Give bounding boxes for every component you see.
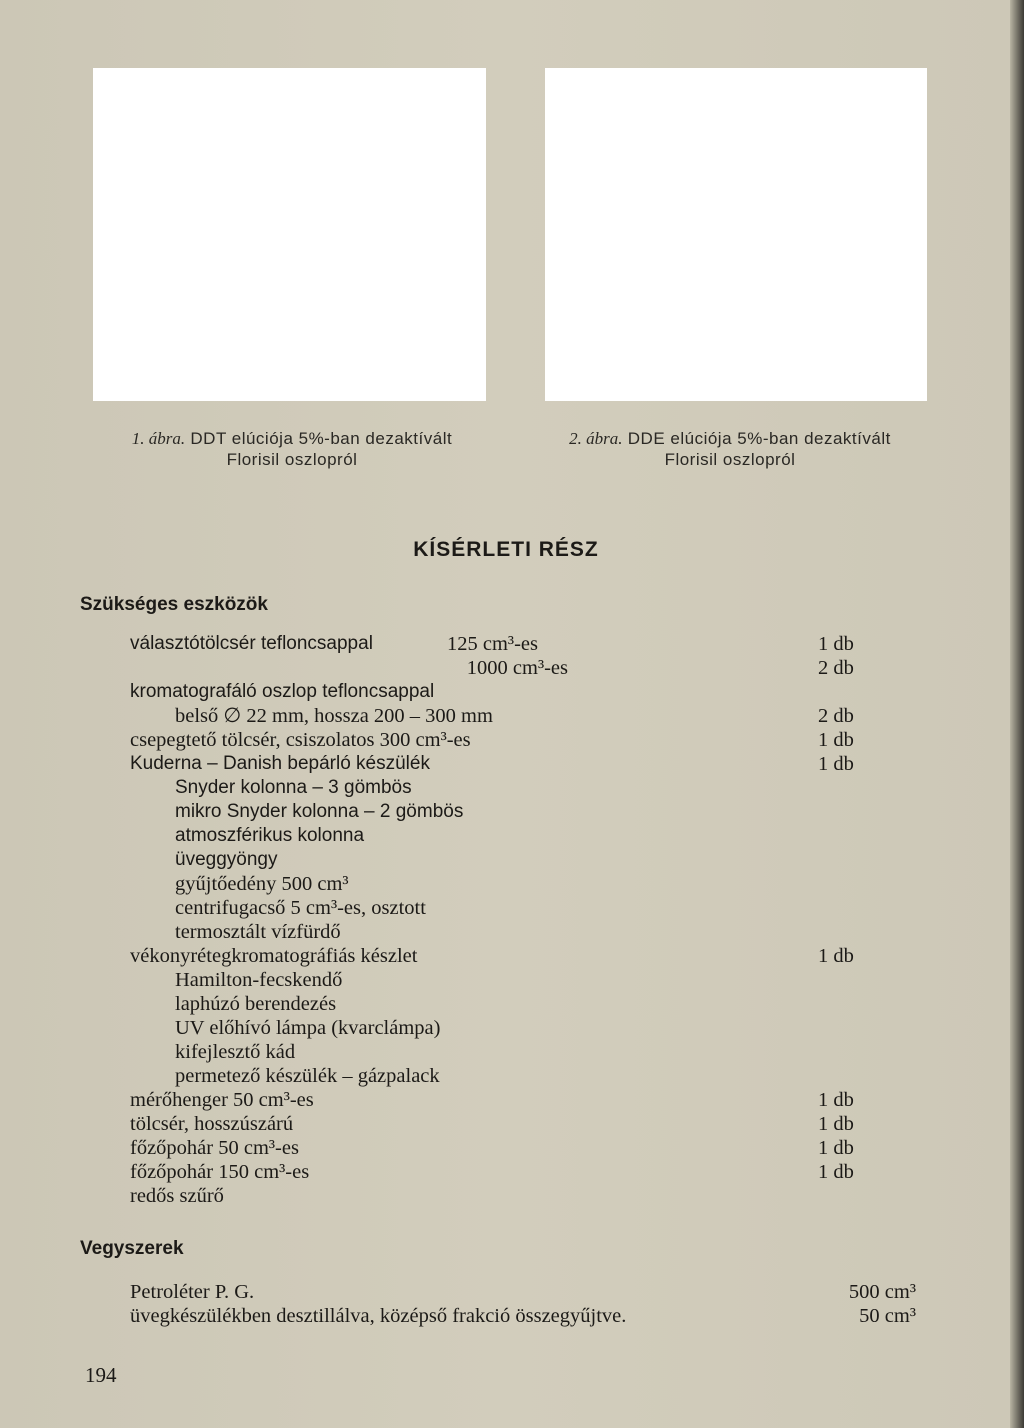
item-label: választótölcsér tefloncsappal — [130, 633, 373, 654]
figure-2-image — [545, 68, 927, 401]
equipment-list — [0, 632, 1012, 1208]
item-label: mikro Snyder kolonna – 2 gömbös — [175, 801, 464, 822]
list-item — [0, 992, 1012, 1016]
item-label: főzőpohár 50 cm³-es — [130, 1137, 299, 1159]
item-label: termosztált vízfürdő — [175, 921, 341, 943]
item-qty: 1 db — [818, 1161, 854, 1183]
list-item — [0, 776, 1012, 800]
item-label: permetező készülék – gázpalack — [175, 1065, 440, 1087]
list-item — [0, 1040, 1012, 1064]
list-item — [0, 728, 1012, 752]
item-qty: 2 db — [818, 657, 854, 679]
item-qty: 1 db — [818, 945, 854, 967]
list-item — [0, 1064, 1012, 1088]
item-label: főzőpohár 150 cm³-es — [130, 1161, 310, 1183]
reagent-amount: 50 cm³ — [859, 1305, 916, 1327]
figure-2-caption — [520, 428, 940, 470]
item-label: tölcsér, hosszúszárú — [130, 1113, 294, 1135]
item-label: redős szűrő — [130, 1185, 224, 1207]
list-item — [0, 920, 1012, 944]
figure-1-image — [93, 68, 486, 401]
section-title: KÍSÉRLETI RÉSZ — [413, 538, 599, 561]
list-item — [0, 896, 1012, 920]
item-qty: 1 db — [818, 1137, 854, 1159]
figure-2-caption-line1: DDE elúciója 5%-ban dezaktívált — [627, 429, 891, 448]
reagent-amount: 500 cm³ — [848, 1281, 916, 1303]
item-qty: 1 db — [818, 1113, 854, 1135]
list-item — [0, 704, 1012, 728]
item-label: vékonyrétegkromatográfiás készlet — [130, 945, 418, 967]
item-spec: 125 cm³-es — [447, 633, 538, 655]
list-item — [0, 752, 1012, 776]
item-qty: 1 db — [818, 633, 854, 655]
figure-1-caption — [96, 428, 488, 470]
item-label: laphúzó berendezés — [175, 993, 337, 1015]
item-label: csepegtető tölcsér, csiszolatos 300 cm³-es — [130, 729, 471, 751]
equipment-heading: Szükséges eszközök — [80, 594, 268, 615]
item-label: belső ∅ 22 mm, hossza 200 – 300 mm — [175, 705, 493, 727]
figure-1-number: 1. ábra. — [131, 429, 186, 448]
item-qty: 1 db — [818, 1089, 854, 1111]
list-item — [0, 872, 1012, 896]
item-label: Hamilton-fecskendő — [175, 969, 343, 991]
figure-1-caption-line2: Florisil oszlopról — [226, 450, 358, 469]
list-item — [0, 1184, 1012, 1208]
book-spine-edge — [1010, 0, 1024, 1428]
item-label: kifejlesztő kád — [175, 1041, 296, 1063]
item-label: mérőhenger 50 cm³-es — [130, 1089, 314, 1111]
list-item — [0, 1112, 1012, 1136]
item-label: gyűjtőedény 500 cm³ — [175, 873, 349, 895]
reagent-label: Petroléter P. G. — [130, 1281, 255, 1303]
item-label: UV előhívó lámpa (kvarclámpa) — [175, 1017, 441, 1039]
item-qty: 2 db — [818, 705, 854, 727]
list-item — [0, 800, 1012, 824]
list-item — [0, 1088, 1012, 1112]
item-label: centrifugacső 5 cm³-es, osztott — [175, 897, 426, 919]
item-qty: 1 db — [818, 729, 854, 751]
list-item — [0, 1160, 1012, 1184]
item-label: Snyder kolonna – 3 gömbös — [175, 777, 412, 798]
list-item — [0, 824, 1012, 848]
item-spec: 1000 cm³-es — [466, 657, 568, 679]
list-item — [0, 944, 1012, 968]
list-item — [0, 968, 1012, 992]
list-item — [0, 632, 1012, 656]
list-item — [0, 848, 1012, 872]
item-qty: 1 db — [818, 753, 854, 775]
list-item — [0, 1136, 1012, 1160]
list-item — [0, 1016, 1012, 1040]
figure-2-number: 2. ábra. — [569, 429, 623, 448]
item-label: Kuderna – Danish bepárló készülék — [130, 753, 430, 774]
reagents-heading: Vegyszerek — [80, 1238, 184, 1259]
item-label: üveggyöngy — [175, 849, 278, 870]
list-item — [0, 680, 1012, 704]
item-label: atmoszférikus kolonna — [175, 825, 365, 846]
figure-1-caption-line1: DDT elúciója 5%-ban dezaktívált — [190, 429, 453, 448]
item-label: kromatografáló oszlop tefloncsappal — [130, 681, 435, 702]
list-item — [0, 656, 1012, 680]
reagent-label: üvegkészülékben desztillálva, középső frakció összegyűjtve. — [130, 1305, 627, 1327]
figure-2-caption-line2: Florisil oszlopról — [664, 450, 796, 469]
page-number: 194 — [85, 1363, 117, 1387]
